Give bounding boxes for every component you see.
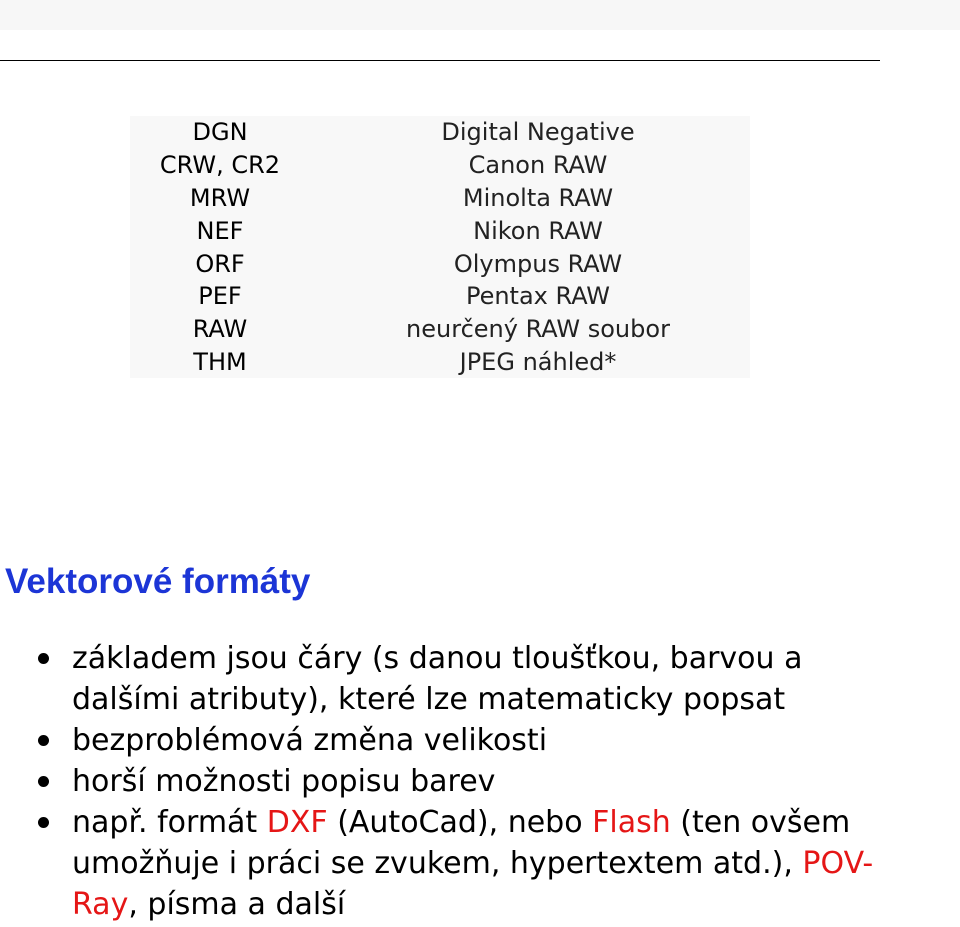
highlight-dxf: DXF — [266, 805, 328, 840]
format-row — [130, 280, 750, 313]
format-description: Olympus RAW — [453, 250, 623, 278]
format-code: CRW, CR2 — [159, 151, 281, 179]
format-description: Canon RAW — [468, 151, 608, 179]
format-code: NEF — [196, 217, 244, 245]
highlight-povray: POV-Ray — [72, 846, 874, 922]
bullet-text: bezproblémová změna velikosti — [72, 723, 548, 758]
format-description: Digital Negative — [441, 118, 635, 146]
bullet-text-part: (ten ovšem umožňuje i práci se zvukem, hypertextem atd.), — [72, 805, 851, 881]
format-description: Nikon RAW — [473, 217, 603, 245]
bullet-text: horší možnosti popisu barev — [72, 764, 496, 799]
bullet-text-part: (AutoCad), nebo — [327, 805, 593, 840]
format-code: RAW — [192, 315, 248, 343]
format-description: Pentax RAW — [465, 282, 611, 310]
format-row — [130, 116, 750, 149]
format-description: Minolta RAW — [462, 184, 614, 212]
section-title: Vektorové formáty — [5, 562, 311, 601]
highlight-flash: Flash — [592, 805, 671, 840]
format-code: ORF — [195, 250, 245, 278]
format-row — [130, 346, 750, 379]
format-row — [130, 248, 750, 281]
format-row — [130, 215, 750, 248]
bullet-dot-icon — [38, 653, 49, 664]
bullet-dot-icon — [38, 776, 49, 787]
top-bar — [0, 0, 960, 30]
raw-format-table — [130, 116, 750, 378]
bullet-text: základem jsou čáry (s danou tloušťkou, barvou a dalšími atributy), které lze matematicky popsat — [72, 641, 803, 717]
bullet-list — [38, 638, 938, 925]
format-code: MRW — [189, 184, 251, 212]
bullet-dot-icon — [38, 735, 49, 746]
bullet-text-part: , písma a další — [128, 887, 346, 922]
bullet-text-part: např. formát — [72, 805, 267, 840]
list-item — [38, 720, 902, 761]
list-item — [38, 638, 902, 720]
format-row — [130, 313, 750, 346]
format-description: neurčený RAW soubor — [406, 315, 670, 343]
horizontal-rule — [0, 60, 880, 61]
format-row — [130, 182, 750, 215]
list-item — [38, 802, 902, 925]
format-description: JPEG náhled* — [459, 348, 617, 376]
format-code: THM — [193, 348, 247, 376]
format-code: PEF — [198, 282, 242, 310]
list-item — [38, 761, 902, 802]
format-code: DGN — [192, 118, 248, 146]
bullet-dot-icon — [38, 817, 49, 828]
format-row — [130, 149, 750, 182]
